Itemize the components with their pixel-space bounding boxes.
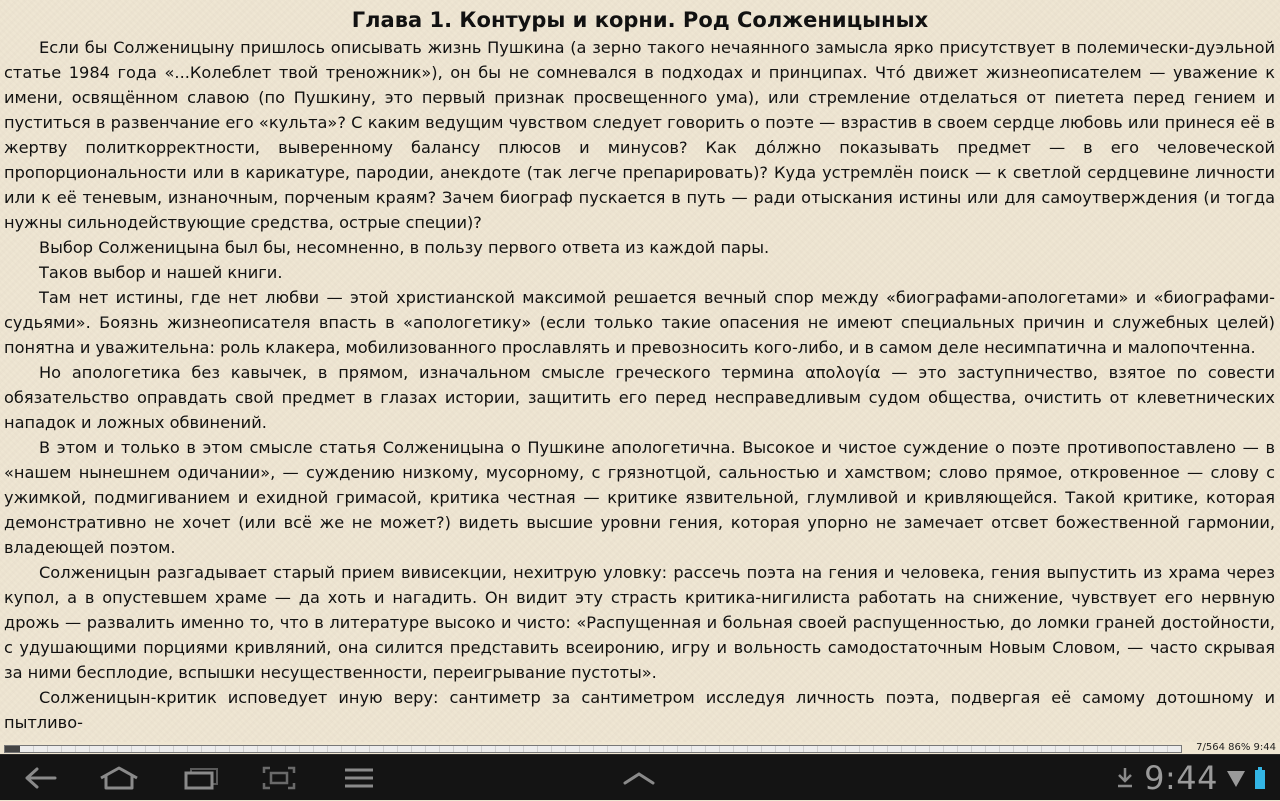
screenshot-button[interactable] <box>256 762 302 794</box>
progress-track[interactable] <box>4 745 1182 753</box>
status-area[interactable] <box>1114 755 1266 801</box>
paragraph: Если бы Солженицыну пришлось описывать жизнь Пушкина (а зерно такого нечаянного замысла ярко присутствует в полемически-дуэльной статье 1984 года «...Колеблет твой треножник»), он бы не сомневался в подходах и принципах. Чтó движет жизнеописателем — уважение к имени, освящённом славою (по Пушкину, это первый признак просвещенного ума), или стремление отделаться от пиетета перед гением и пуститься в развенчание его «культа»? С каким ведущим чувством следует говорить о поэте — взрастив в своем сердце любовь или принеся её в жертву политкорректности, выверенному балансу плюсов и минусов? Как дóлжно показывать предмет — в его человеческой пропорциональности или в карикатуре, пародии, анекдоте (так легче препарировать)? Куда устремлён поиск — к светлой сердцевине личности или к её теневым, изнаночным, порченым краям? Зачем биограф пускается в путь — ради отыскания истины или для самоутверждения (и тогда нужны сильнодействующие средства, острые специи)? <box>4 38 1275 232</box>
progress-status: 7/564 86% 9:44 <box>1196 742 1276 753</box>
home-icon <box>97 765 141 791</box>
screenshot-icon <box>261 765 297 791</box>
up-chevron-icon <box>621 768 657 788</box>
menu-button[interactable] <box>336 762 382 794</box>
paragraph: Таков выбор и нашей книги. <box>39 263 283 282</box>
chapter-title: Глава 1. Контуры и корни. Род Солженицыных <box>351 8 929 32</box>
reading-progress[interactable] <box>0 742 1280 754</box>
download-icon <box>1114 765 1136 791</box>
back-button[interactable] <box>18 762 64 794</box>
menu-icon <box>342 766 376 790</box>
home-button[interactable] <box>96 762 142 794</box>
battery-icon <box>1254 766 1266 790</box>
paragraph: Солженицын разгадывает старый прием вивисекции, нехитрую уловку: рассечь поэта на гения и человека, гения выпустить из храма через купол, а в опустевшем храме — да хоть и нагадить. Он видит эту страсть критика-нигилиста работать на снижение, чувствует его нервную дрожь — развалить именно то, что в литературе высоко и чисто: «Распущенная и больная своей распущенностью, до ломки граней достойности, с удушающими порциями кривляний, она силится представить всеиронию, игру и вольность самодостаточным Новым Словом, — часто скрывая за ними бесплодие, вспышки несущественности, переигрывание пустоты». <box>4 563 1275 682</box>
paragraph: В этом и только в этом смысле статья Солженицына о Пушкине апологетична. Высокое и чистое суждение о поэте противопоставлено — в «нашем нынешнем одичании», — суждению низкому, мусорному, с грязнотцой, сальностью и хамством; слово прямое, откровенное — слову с ужимкой, подмигиванием и ехидной гримасой, критика честная — критике язвительной, глумливой и кривляющейся. Такой критике, которая демонстративно не хочет (или всё же не может?) видеть высшие уровни гения, которая упорно не замечает отсвет божественной гармонии, владеющей поэтом. <box>4 438 1275 557</box>
clock: 9:44 <box>1144 759 1218 797</box>
progress-fill <box>5 746 20 752</box>
system-navigation-bar <box>0 754 1280 800</box>
recent-apps-icon <box>183 766 219 790</box>
back-icon <box>23 766 59 790</box>
chapter-text <box>0 35 1280 735</box>
paragraph: Солженицын-критик исповедует иную веру: сантиметр за сантиметром исследуя личность поэта, подвергая её самому дотошному и пытливо- <box>4 688 1275 732</box>
paragraph: Там нет истины, где нет любви — этой христианской максимой решается вечный спор между «биографами-апологетами» и «биографами-судьями». Боязнь жизнеописателя впасть в «апологетику» (если только такие опасения не имеют специальных причин и служебных целей) понятна и уважительна: роль клакера, мобилизованного прославлять и превозносить кого-либо, и в самом деле несимпатична и малопочтенна. <box>4 288 1275 357</box>
expand-button[interactable] <box>616 762 662 794</box>
wifi-icon <box>1226 767 1246 789</box>
recent-apps-button[interactable] <box>178 762 224 794</box>
paragraph: Но апологетика без кавычек, в прямом, изначальном смысле греческого термина απολογία — это заступничество, взятое по совести обязательство оправдать свой предмет в глазах истории, защитить его перед несправедливым судом общества, очистить от клеветнических нападок и ложных обвинений. <box>4 363 1275 432</box>
paragraph: Выбор Солженицына был бы, несомненно, в пользу первого ответа из каждой пары. <box>39 238 770 257</box>
